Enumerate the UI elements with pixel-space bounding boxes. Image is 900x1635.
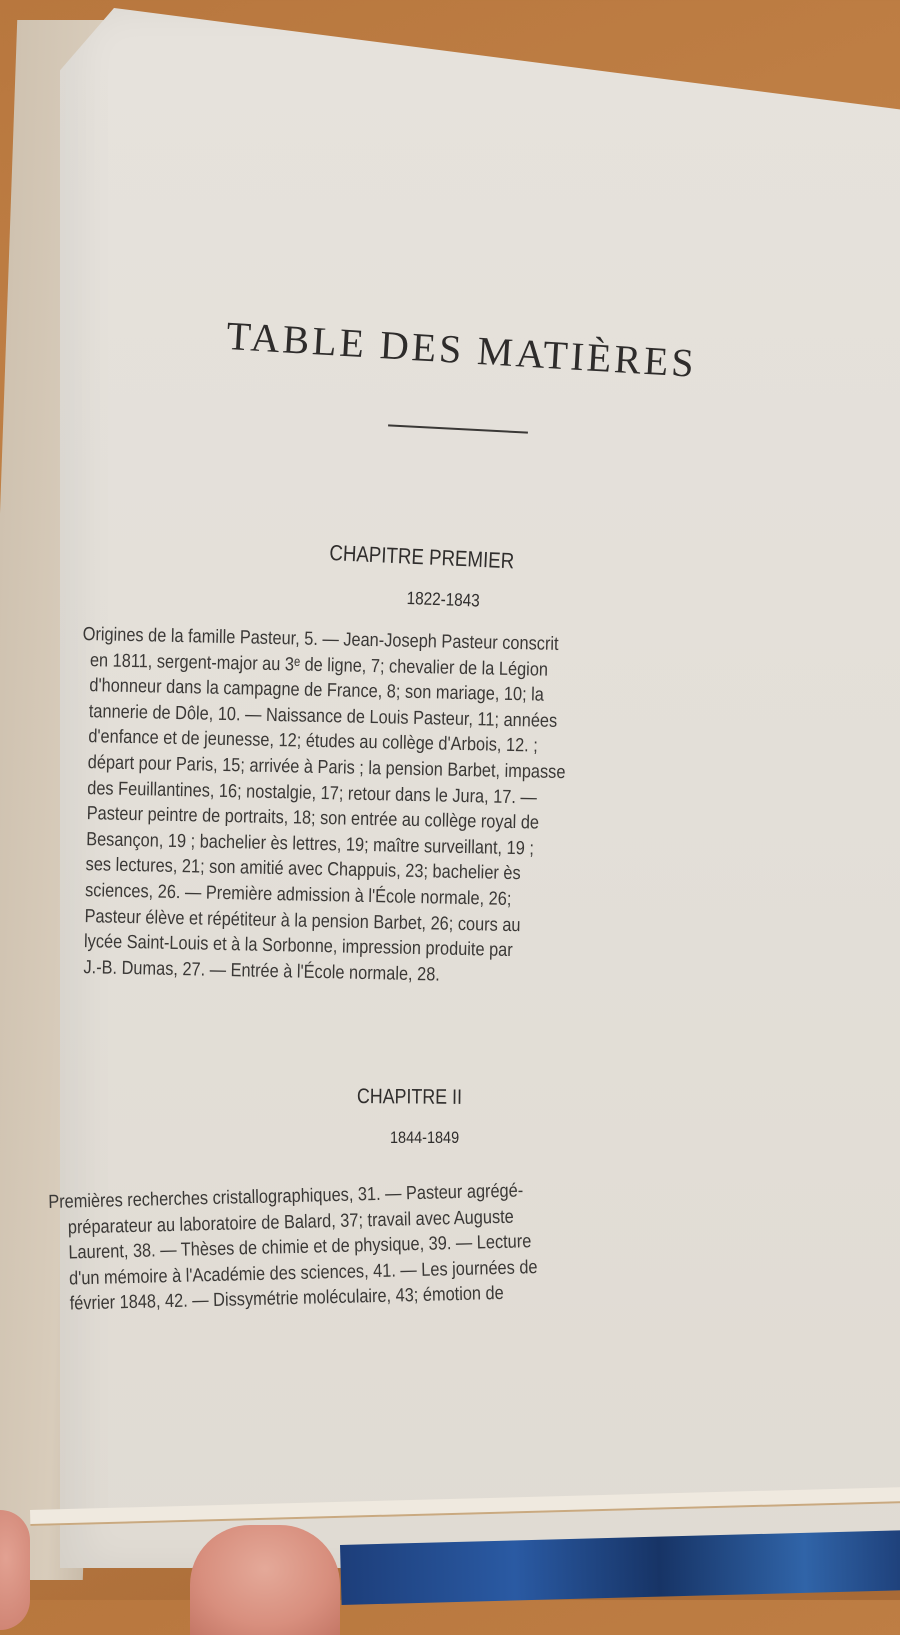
- chapter-1-heading: CHAPITRE PREMIER: [328, 540, 515, 574]
- chapter-2-heading: CHAPITRE II: [356, 1085, 463, 1109]
- chapter-1-summary: [75, 622, 782, 995]
- text-line: Origines de la famille Pasteur, 5. — Jean-Joseph Pasteur conscrit: [82, 623, 559, 655]
- text-line: en 1811, sergent-major au 3ᵉ de ligne, 7; chevalier de la Légion: [89, 649, 549, 681]
- text-line: J.-B. Dumas, 27. — Entrée à l'École normale, 28.: [83, 956, 441, 986]
- text-line: d'enfance et de jeunesse, 12; études au collège d'Arbois, 12. ;: [88, 726, 539, 757]
- text-line: préparateur au laboratoire de Balard, 37; travail avec Auguste: [67, 1206, 514, 1239]
- text-line: Premières recherches cristallographiques, 31. — Pasteur agrégé-: [48, 1180, 524, 1213]
- finger: [0, 1510, 30, 1630]
- title-divider: [388, 424, 528, 433]
- text-line: des Feuillantines, 16; nostalgie, 17; retour dans le Jura, 17. —: [87, 777, 538, 809]
- text-line: ses lectures, 21; son amitié avec Chappuis, 23; bachelier ès: [85, 854, 521, 885]
- text-line: tannerie de Dôle, 10. — Naissance de Louis Pasteur, 11; années: [88, 700, 558, 732]
- text-line: février 1848, 42. — Dissymétrie moléculaire, 43; émotion de: [69, 1283, 504, 1315]
- text-line: lycée Saint-Louis et à la Sorbonne, impression produite par: [83, 931, 513, 962]
- chapter-2-summary: [48, 1172, 791, 1318]
- text-line: Pasteur peintre de portraits, 18; son entrée au collège royal de: [86, 803, 540, 834]
- thumb: [190, 1525, 340, 1635]
- text-line: d'honneur dans la campagne de France, 8; son mariage, 10; la: [89, 675, 545, 706]
- text-line: d'un mémoire à l'Académie des sciences, 41. — Les journées de: [68, 1256, 538, 1290]
- text-line: Besançon, 19 ; bachelier ès lettres, 19; maître surveillant, 19 ;: [85, 828, 535, 860]
- text-line: départ pour Paris, 15; arrivée à Paris ; la pension Barbet, impasse: [87, 752, 566, 784]
- text-line: Laurent, 38. — Thèses de chimie et de physique, 39. — Lecture: [68, 1231, 532, 1264]
- text-line: Pasteur élève et répétiteur à la pension Barbet, 26; cours au: [84, 905, 521, 936]
- page-title: TABLE DES MATIÈRES: [225, 312, 698, 386]
- chapter-2-years: 1844-1849: [390, 1128, 460, 1147]
- chapter-1-years: 1822-1843: [406, 588, 481, 611]
- text-line: sciences, 26. — Première admission à l'École normale, 26;: [84, 880, 512, 910]
